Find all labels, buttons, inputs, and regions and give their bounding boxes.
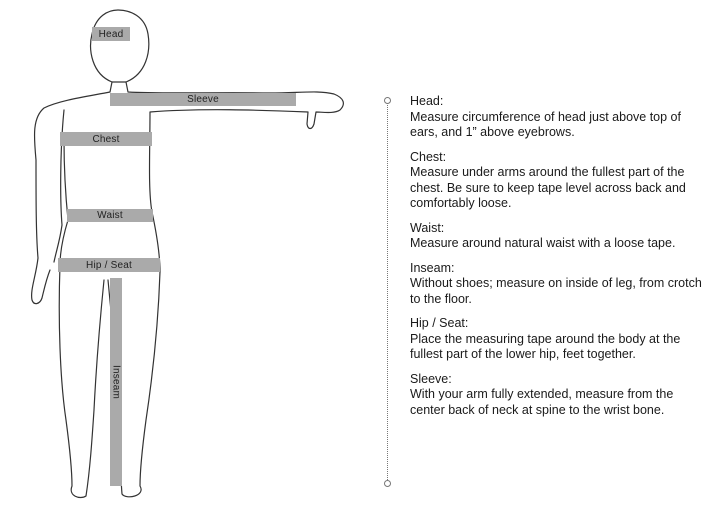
waist-band: Waist [67, 209, 153, 222]
instruction-title: Waist: [410, 220, 445, 235]
instruction-title: Hip / Seat: [410, 316, 469, 330]
instruction-inseam [410, 261, 710, 308]
measuring-tape-line [387, 100, 388, 484]
instruction-title: Inseam: [410, 260, 455, 275]
instruction-text: With your arm fully extended, measure from the center back of neck at spine to the wrist bone. [410, 387, 674, 417]
instruction-text: Measure circumference of head just above top of ears, and 1” above eyebrows. [410, 109, 681, 139]
tape-bottom-marker [384, 480, 391, 487]
instruction-text: Without shoes; measure on inside of leg, from crotch to the floor. [410, 276, 702, 306]
instruction-waist [410, 221, 710, 252]
tape-top-marker [384, 97, 391, 104]
instruction-text: Measure under arms around the fullest part of the chest. Be sure to keep tape level across back and comfortably loose. [410, 165, 686, 210]
head-band: Head [92, 27, 130, 41]
head-outline [91, 10, 149, 82]
instruction-text: Measure around natural waist with a loose tape. [410, 236, 676, 250]
chest-band: Chest [60, 132, 152, 146]
instruction-chest [410, 150, 710, 212]
instruction-title: Chest: [410, 149, 447, 164]
sleeve-band: Sleeve [110, 93, 296, 106]
instruction-sleeve [410, 372, 710, 419]
instruction-title: Sleeve: [410, 371, 452, 386]
inseam-band: Inseam [110, 278, 122, 486]
instruction-head [410, 94, 710, 141]
leg-left-outline [59, 265, 104, 498]
hip-seat-band: Hip / Seat [58, 258, 160, 272]
instruction-text: Place the measuring tape around the body at the fullest part of the lower hip, feet together. [410, 331, 681, 361]
instructions-list [410, 94, 710, 427]
instruction-title: Head: [410, 94, 444, 108]
instruction-hip-seat [410, 316, 710, 363]
